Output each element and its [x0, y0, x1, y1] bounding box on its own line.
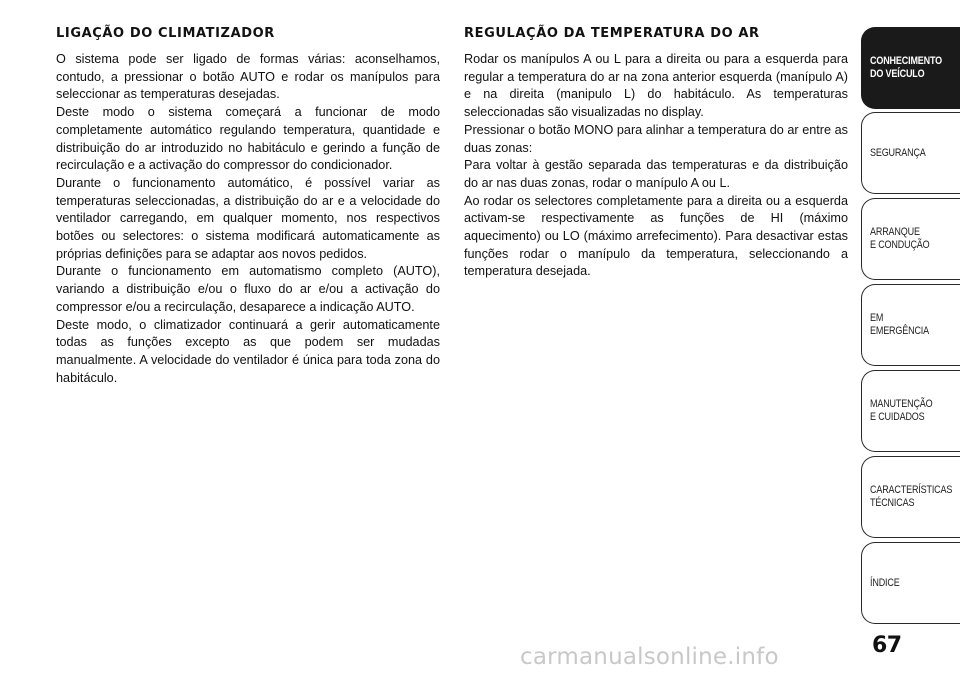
tab-manutencao-e-cuidados[interactable] — [861, 370, 960, 452]
paragraph: O sistema pode ser ligado de formas várias: aconselhamos, contudo, a pressionar o botão AUTO e rodar os manípulos para seleccionar as temperaturas desejadas. — [56, 51, 440, 102]
tab-label: ÍNDICE — [870, 576, 900, 589]
tab-indice[interactable] — [861, 542, 960, 624]
tab-label: ARRANQUE E CONDUÇÃO — [870, 226, 930, 251]
paragraph: Deste modo, o climatizador continuará a gerir automaticamente todas as funções excepto as que podem ser mudadas manualmente. A velocidade do ventilador é única para toda zona do habitáculo. — [56, 316, 440, 385]
tab-em-emergencia[interactable] — [861, 284, 960, 366]
right-column — [464, 26, 848, 280]
tab-label: CARACTERÍSTICAS TÉCNICAS — [870, 484, 953, 509]
section-heading-climatizador: LIGAÇÃO DO CLIMATIZADOR — [56, 26, 275, 41]
watermark: carmanualsonline.info — [520, 644, 779, 670]
paragraph: Para voltar à gestão separada das temperaturas e da distribuição do ar nas duas zonas, rodar o manípulo A ou L. — [464, 157, 848, 190]
tab-seguranca[interactable] — [861, 112, 960, 194]
section-heading-temperatura: REGULAÇÃO DA TEMPERATURA DO AR — [464, 26, 760, 41]
tab-arranque-e-conducao[interactable] — [861, 198, 960, 280]
tab-label: MANUTENÇÃO E CUIDADOS — [870, 398, 933, 423]
paragraph: Pressionar o botão MONO para alinhar a temperatura do ar entre as duas zonas: — [464, 121, 848, 155]
paragraph: Ao rodar os selectores completamente para a direita ou a esquerda activam-se respectivamente as funções de HI (máximo aquecimento) ou LO (máximo arrefecimento). Para desactivar estas funções rodar o manípulo da temperatura, seleccionando a temperatura desejada. — [464, 192, 848, 279]
page-number: 67 — [872, 633, 902, 658]
tab-caracteristicas-tecnicas[interactable] — [861, 456, 960, 538]
left-column — [56, 26, 440, 386]
paragraph: Rodar os manípulos A ou L para a direita ou para a esquerda para regular a temperatura do ar na zona anterior esquerda (manípulo A) e na direita (manipulo L) do habitáculo. As temperaturas seleccionadas são visualizadas no display. — [464, 51, 848, 120]
tab-conhecimento-do-veiculo[interactable] — [861, 27, 960, 109]
paragraph: Durante o funcionamento automático, é possível variar as temperaturas seleccionadas, a distribuição do ar e a velocidade do ventilador carregando, em qualquer momento, nos respectivos botões ou selectores: o sistema modificará automaticamente as próprias definições para se adaptar aos novos pedidos. — [56, 174, 440, 261]
paragraph: Durante o funcionamento em automatismo completo (AUTO), variando a distribuição e/ou o fluxo do ar e/ou a activação do compressor e/ou a recirculação, desaparece a indicação AUTO. — [56, 263, 440, 314]
tab-label: SEGURANÇA — [870, 146, 926, 159]
tab-label: CONHECIMENTO DO VEÍCULO — [870, 55, 943, 80]
tab-label: EM EMERGÊNCIA — [870, 312, 930, 337]
paragraph: Deste modo o sistema começará a funcionar de modo completamente automático regulando temperatura, quantidade e distribuição do ar introduzido no habitáculo e gerindo a função de recirculação e a activação do compressor do condicionador. — [56, 104, 440, 173]
